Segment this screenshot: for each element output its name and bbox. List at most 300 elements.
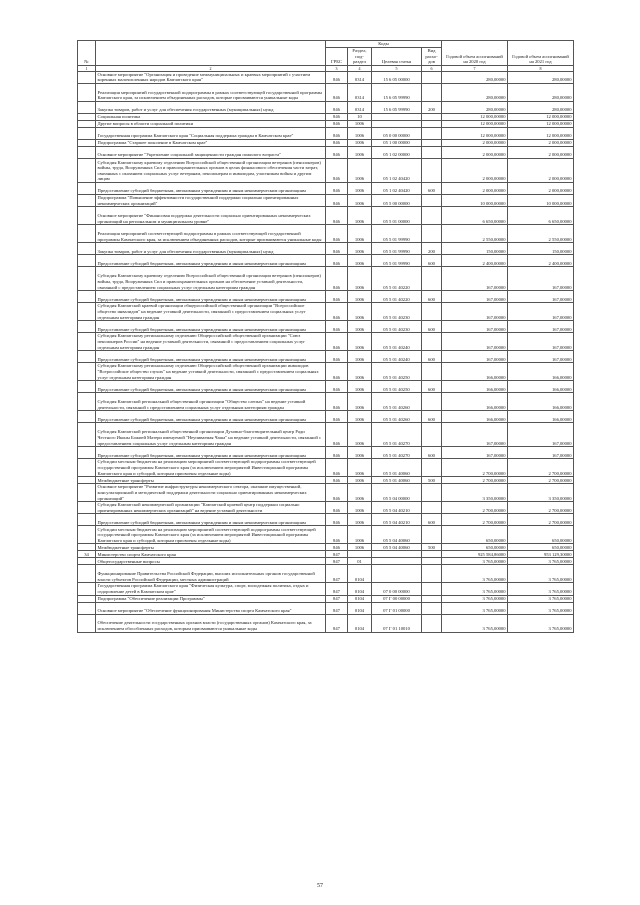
row-section-code: 1006 [348, 321, 372, 333]
table-row [78, 267, 574, 291]
row-amount-2020: 2 700,00000 [442, 514, 508, 526]
row-target-code: 07 0 00 00000 [372, 583, 422, 595]
row-name: Субсидия Камчатскому региональному отделению Общероссийской общественной организации "Союз пенсионеров России" на ведение уставной деятельности, связанной с предоставлением социальных услуг отдельным категориям граждан [96, 333, 326, 351]
row-amount-2021: 3 765,00000 [508, 614, 574, 632]
row-grbs-code: 847 [326, 551, 348, 558]
row-number [78, 120, 96, 127]
row-expense-type [422, 526, 442, 544]
table-row [78, 243, 574, 255]
header-2021: Годовой объем ассигнований на 2021 год [508, 41, 574, 66]
row-grbs-code: 846 [326, 544, 348, 551]
row-grbs-code: 846 [326, 447, 348, 459]
row-number [78, 83, 96, 101]
row-section-code: 0104 [348, 614, 372, 632]
row-target-code [372, 113, 422, 120]
row-section-code: 0314 [348, 71, 372, 83]
row-name: Субсидия Камчатскому региональному отделению Общероссийской общественной организации инвалидов "Всероссийское общество глухих" на ведение уставной деятельности, связанной с предоставлением социальных услуг отдельным категориям граждан [96, 363, 326, 381]
row-expense-type [422, 139, 442, 146]
row-target-code: 05 5 01 40260 [372, 393, 422, 411]
row-number [78, 303, 96, 321]
row-name: Предоставление субсидий бюджетным, автономным учреждениям и иным некоммерческим организациям [96, 182, 326, 194]
row-amount-2021: 2 000,00000 [508, 146, 574, 158]
table-row [78, 544, 574, 551]
table-row [78, 83, 574, 101]
row-target-code: 05 5 01 40270 [372, 423, 422, 447]
budget-table [77, 40, 574, 633]
row-expense-type [422, 333, 442, 351]
row-grbs-code: 846 [326, 393, 348, 411]
row-section-code: 1006 [348, 139, 372, 146]
row-name: Реализация мероприятий государственной подпрограммы в рамках соответствующей государственной программы Камчатского края, за исключением объединенных расходов, которые присваиваются уникальные коды [96, 83, 326, 101]
column-number: 1 [78, 65, 96, 71]
row-grbs-code: 847 [326, 602, 348, 614]
row-grbs-code: 846 [326, 514, 348, 526]
row-grbs-code: 846 [326, 146, 348, 158]
row-expense-type [422, 194, 442, 206]
row-amount-2020: 3 765,00000 [442, 558, 508, 565]
row-amount-2020: 3 350,00000 [442, 484, 508, 502]
row-amount-2021: 2 000,00000 [508, 182, 574, 194]
row-name: Основное мероприятие "Организация и проведение межмуниципальных и краевых мероприятий с участием коренных малочисленных народов Камчатского края" [96, 71, 326, 83]
row-number [78, 484, 96, 502]
row-expense-type: 200 [422, 101, 442, 113]
row-number [78, 514, 96, 526]
row-expense-type [422, 459, 442, 477]
table-row [78, 194, 574, 206]
row-grbs-code: 847 [326, 558, 348, 565]
row-grbs-code: 846 [326, 484, 348, 502]
row-target-code: 05 1 02 40420 [372, 182, 422, 194]
row-grbs-code: 846 [326, 207, 348, 225]
row-amount-2021: 3 765,00000 [508, 558, 574, 565]
row-amount-2020: 650,00000 [442, 526, 508, 544]
row-name: Предоставление субсидий бюджетным, автономным учреждениям и иным некоммерческим организациям [96, 351, 326, 363]
row-amount-2021: 2 700,00000 [508, 502, 574, 514]
row-section-code: 1006 [348, 182, 372, 194]
row-target-code: 05 5 04 40210 [372, 502, 422, 514]
row-name: Другие вопросы в области социальной политики [96, 120, 326, 127]
row-expense-type [422, 113, 442, 120]
row-expense-type [422, 127, 442, 139]
row-expense-type: 600 [422, 411, 442, 423]
row-target-code: 05 5 01 00000 [372, 207, 422, 225]
table-row [78, 158, 574, 182]
row-target-code: 07 Г 01 10010 [372, 614, 422, 632]
row-amount-2020: 2 000,00000 [442, 139, 508, 146]
row-section-code: 1006 [348, 502, 372, 514]
row-section-code: 1006 [348, 411, 372, 423]
row-number [78, 113, 96, 120]
row-number [78, 255, 96, 267]
row-grbs-code: 846 [326, 291, 348, 303]
row-target-code: 05 5 01 40220 [372, 267, 422, 291]
row-amount-2021: 6 650,00000 [508, 207, 574, 225]
row-grbs-code: 846 [326, 127, 348, 139]
row-grbs-code: 846 [326, 120, 348, 127]
row-amount-2020: 167,00000 [442, 447, 508, 459]
row-name: Субсидии местным бюджетам на реализацию мероприятий соответствующей подпрограммы соответствующей государственной программы Камчатского края (за исключением мероприятий Инвестиционной программы Камчатского края и субсидий, которым присвоены отдельные коды) [96, 526, 326, 544]
row-target-code: 15 6 05 00000 [372, 71, 422, 83]
row-amount-2020: 166,00000 [442, 381, 508, 393]
row-amount-2020: 167,00000 [442, 303, 508, 321]
row-amount-2020: 2 000,00000 [442, 146, 508, 158]
row-grbs-code: 846 [326, 477, 348, 484]
row-section-code: 1006 [348, 484, 372, 502]
row-amount-2020: 2 700,00000 [442, 502, 508, 514]
row-expense-type: 600 [422, 255, 442, 267]
row-amount-2021: 166,00000 [508, 363, 574, 381]
row-target-code: 05 5 04 40060 [372, 544, 422, 551]
row-section-code: 1006 [348, 514, 372, 526]
row-expense-type [422, 393, 442, 411]
table-row [78, 127, 574, 139]
row-grbs-code: 846 [326, 363, 348, 381]
row-amount-2020: 2 000,00000 [442, 182, 508, 194]
row-amount-2021: 167,00000 [508, 423, 574, 447]
row-expense-type: 200 [422, 243, 442, 255]
row-number [78, 139, 96, 146]
row-target-code [372, 120, 422, 127]
row-target-code: 05 5 01 40240 [372, 333, 422, 351]
row-target-code: 05 5 01 40060 [372, 477, 422, 484]
row-target-code: 05 5 01 40220 [372, 291, 422, 303]
row-amount-2020: 167,00000 [442, 291, 508, 303]
row-amount-2021: 167,00000 [508, 303, 574, 321]
row-target-code: 05 5 00 00000 [372, 194, 422, 206]
row-target-code: 05 5 01 40060 [372, 459, 422, 477]
row-grbs-code: 846 [326, 423, 348, 447]
row-expense-type [422, 158, 442, 182]
row-amount-2020: 3 765,00000 [442, 595, 508, 602]
row-amount-2020: 3 765,00000 [442, 565, 508, 583]
row-section-code: 1006 [348, 447, 372, 459]
row-amount-2020: 650,00000 [442, 544, 508, 551]
row-grbs-code: 847 [326, 595, 348, 602]
row-name: Предоставление субсидий бюджетным, автономным учреждениям и иным некоммерческим организациям [96, 514, 326, 526]
row-number [78, 71, 96, 83]
row-amount-2020: 2 000,00000 [442, 158, 508, 182]
row-amount-2020: 2 550,00000 [442, 225, 508, 243]
row-amount-2020: 3 765,00000 [442, 583, 508, 595]
table-row [78, 225, 574, 243]
row-name: Закупка товаров, работ и услуг для обеспечения государственных (муниципальных) нужд [96, 243, 326, 255]
row-grbs-code: 846 [326, 255, 348, 267]
row-amount-2020: 280,00000 [442, 101, 508, 113]
row-section-code: 1006 [348, 351, 372, 363]
row-expense-type [422, 363, 442, 381]
row-name: Подпрограмма "Обеспечение реализации Программы" [96, 595, 326, 602]
row-section-code: 1006 [348, 243, 372, 255]
row-amount-2020: 167,00000 [442, 423, 508, 447]
row-amount-2020: 12 000,00000 [442, 120, 508, 127]
column-number: 8 [508, 65, 574, 71]
row-grbs-code: 846 [326, 333, 348, 351]
row-number [78, 101, 96, 113]
row-amount-2021: 167,00000 [508, 351, 574, 363]
row-number [78, 558, 96, 565]
table-row [78, 477, 574, 484]
row-name: Субсидия Камчатскому краевому отделению Всероссийской общественной организации ветеранов (пенсионеров) войны, труда, Вооруженных Сил и правоохранительных органов в целях финансового обеспечения части затрат, связанных с оказанием социальных услуг ветеранам, пенсионерам и инвалидам, участникам войны и другим лицам [96, 158, 326, 182]
column-number: 2 [96, 65, 326, 71]
row-amount-2020: 12 000,00000 [442, 127, 508, 139]
header-codes-group: Коды [326, 41, 442, 48]
row-number [78, 477, 96, 484]
row-expense-type [422, 207, 442, 225]
row-expense-type [422, 551, 442, 558]
row-number [78, 146, 96, 158]
row-section-code: 1006 [348, 363, 372, 381]
table-row [78, 146, 574, 158]
row-expense-type [422, 423, 442, 447]
row-number [78, 411, 96, 423]
row-amount-2021: 167,00000 [508, 321, 574, 333]
row-name: Межбюджетные трансферты [96, 544, 326, 551]
row-target-code: 05 1 00 00000 [372, 139, 422, 146]
row-section-code: 1006 [348, 477, 372, 484]
row-section-code: 1006 [348, 158, 372, 182]
row-grbs-code: 846 [326, 411, 348, 423]
row-name: Субсидия Камчатскому краевому отделению Всероссийской общественной организации ветеранов (пенсионеров) войны, труда, Вооруженных Сил и правоохранительных органов на обеспечение уставной деятельности, связанной с предоставлением социальных услуг отдельным категориям граждан [96, 267, 326, 291]
row-amount-2021: 12 000,00000 [508, 113, 574, 120]
row-section-code: 1006 [348, 393, 372, 411]
row-number [78, 565, 96, 583]
table-row [78, 602, 574, 614]
row-amount-2021: 167,00000 [508, 333, 574, 351]
row-grbs-code: 846 [326, 381, 348, 393]
row-number [78, 526, 96, 544]
row-amount-2021: 280,00000 [508, 101, 574, 113]
table-row [78, 207, 574, 225]
row-grbs-code: 846 [326, 182, 348, 194]
row-amount-2021: 167,00000 [508, 291, 574, 303]
row-name: Реализация мероприятий соответствующей подпрограммы в рамках соответствующей государственной программы Камчатского края, за исключением объединенных расходов, которые присваиваются уникальные коды [96, 225, 326, 243]
row-number [78, 381, 96, 393]
header-2020: Годовой объем ассигнований на 2020 год [442, 41, 508, 66]
row-section-code: 1006 [348, 146, 372, 158]
row-expense-type: 600 [422, 514, 442, 526]
row-target-code: 05 5 01 99990 [372, 255, 422, 267]
row-expense-type: 500 [422, 477, 442, 484]
column-number: 7 [442, 65, 508, 71]
row-amount-2021: 166,00000 [508, 393, 574, 411]
row-grbs-code: 846 [326, 351, 348, 363]
row-target-code: 15 6 05 99990 [372, 101, 422, 113]
table-row [78, 139, 574, 146]
row-number [78, 544, 96, 551]
row-amount-2020: 166,00000 [442, 393, 508, 411]
row-target-code: 05 1 02 40420 [372, 158, 422, 182]
row-name: Государственная программа Камчатского края "Социальная поддержка граждан в Камчатском крае" [96, 127, 326, 139]
row-target-code [372, 565, 422, 583]
row-target-code: 07 Г 00 00000 [372, 595, 422, 602]
row-name: Функционирование Правительства Российской Федерации, высших исполнительных органов государственной власти субъектов Российской Федерации, местных администраций [96, 565, 326, 583]
row-grbs-code: 846 [326, 243, 348, 255]
row-number [78, 602, 96, 614]
row-section-code: 1006 [348, 526, 372, 544]
page-number: 57 [317, 883, 323, 889]
row-grbs-code: 846 [326, 113, 348, 120]
row-amount-2021: 12 000,00000 [508, 120, 574, 127]
row-section-code: 01 [348, 558, 372, 565]
row-grbs-code: 846 [326, 83, 348, 101]
row-number [78, 502, 96, 514]
row-name: Социальная политика [96, 113, 326, 120]
row-amount-2020: 167,00000 [442, 267, 508, 291]
row-expense-type [422, 225, 442, 243]
table-row [78, 120, 574, 127]
row-target-code: 05 5 04 40060 [372, 526, 422, 544]
row-number [78, 207, 96, 225]
row-amount-2021: 167,00000 [508, 447, 574, 459]
row-name: Предоставление субсидий бюджетным, автономным учреждениям и иным некоммерческим организациям [96, 291, 326, 303]
row-name: Субсидия Камчатской некоммерческой организации "Камчатский краевой центр поддержки социально ориентированных некоммерческих организаций" на ведение уставной деятельности [96, 502, 326, 514]
row-expense-type [422, 565, 442, 583]
row-number [78, 363, 96, 381]
table-row [78, 614, 574, 632]
table-row [78, 101, 574, 113]
row-amount-2020: 3 765,00000 [442, 614, 508, 632]
row-target-code: 05 5 01 40240 [372, 351, 422, 363]
row-number [78, 459, 96, 477]
row-amount-2020: 12 000,00000 [442, 113, 508, 120]
row-number [78, 158, 96, 182]
row-amount-2021: 650,00000 [508, 544, 574, 551]
row-name: Предоставление субсидий бюджетным, автономным учреждениям и иным некоммерческим организациям [96, 447, 326, 459]
table-row [78, 583, 574, 595]
row-section-code: 1006 [348, 544, 372, 551]
row-target-code: 05 5 01 40230 [372, 303, 422, 321]
row-section-code: 1006 [348, 291, 372, 303]
row-expense-type: 600 [422, 182, 442, 194]
row-grbs-code: 846 [326, 139, 348, 146]
row-name: Предоставление субсидий бюджетным, автономным учреждениям и иным некоммерческим организациям [96, 411, 326, 423]
row-expense-type: 600 [422, 447, 442, 459]
row-grbs-code: 846 [326, 502, 348, 514]
row-name: Подпрограмма "Повышение эффективности государственной поддержки социально ориентированных некоммерческих организаций" [96, 194, 326, 206]
table-row [78, 351, 574, 363]
row-amount-2021: 10 000,00000 [508, 194, 574, 206]
row-expense-type [422, 558, 442, 565]
row-amount-2021: 166,00000 [508, 411, 574, 423]
row-grbs-code: 847 [326, 614, 348, 632]
row-amount-2020: 2 700,00000 [442, 477, 508, 484]
table-row [78, 393, 574, 411]
row-expense-type [422, 614, 442, 632]
header-vid: Вид расхо-дов [422, 48, 442, 66]
row-section-code: 1006 [348, 423, 372, 447]
row-expense-type: 600 [422, 291, 442, 303]
row-expense-type: 600 [422, 381, 442, 393]
row-grbs-code: 846 [326, 267, 348, 291]
row-amount-2021: 2 700,00000 [508, 477, 574, 484]
table-row [78, 182, 574, 194]
row-amount-2020: 3 765,00000 [442, 602, 508, 614]
table-header [78, 41, 574, 72]
header-num: № [78, 41, 96, 66]
table-row [78, 565, 574, 583]
row-grbs-code: 846 [326, 101, 348, 113]
row-amount-2020: 167,00000 [442, 321, 508, 333]
row-name: Основное мероприятие "Укрепление социальной защищенности граждан пожилого возраста" [96, 146, 326, 158]
row-number [78, 447, 96, 459]
row-grbs-code: 846 [326, 71, 348, 83]
row-grbs-code: 847 [326, 565, 348, 583]
table-row [78, 459, 574, 477]
table-row [78, 333, 574, 351]
row-target-code: 05 1 02 00000 [372, 146, 422, 158]
row-section-code: 0314 [348, 83, 372, 101]
row-number: 34 [78, 551, 96, 558]
row-section-code: 1006 [348, 120, 372, 127]
row-expense-type [422, 484, 442, 502]
header-target: Целевая статья [372, 48, 422, 66]
header-grbs: ГРБС [326, 48, 348, 66]
row-target-code: 07 Г 01 00000 [372, 602, 422, 614]
row-section-code: 10 [348, 113, 372, 120]
row-name: Обеспечение деятельности государственных органов власти (государственных органов) Камчатского края, за исключением обособленных расходов, которым присваиваются уникальные коды [96, 614, 326, 632]
row-section-code: 0314 [348, 101, 372, 113]
row-number [78, 333, 96, 351]
table-row [78, 526, 574, 544]
row-target-code: 05 0 00 00000 [372, 127, 422, 139]
row-number [78, 614, 96, 632]
row-amount-2021: 166,00000 [508, 381, 574, 393]
row-amount-2020: 150,00000 [442, 243, 508, 255]
row-target-code: 05 5 01 99990 [372, 225, 422, 243]
row-section-code: 1006 [348, 333, 372, 351]
table-body [78, 71, 574, 632]
row-amount-2021: 2 700,00000 [508, 514, 574, 526]
row-expense-type [422, 146, 442, 158]
row-amount-2021: 2 000,00000 [508, 139, 574, 146]
table-row [78, 423, 574, 447]
row-section-code: 1006 [348, 267, 372, 291]
table-row [78, 381, 574, 393]
row-target-code [372, 558, 422, 565]
row-number [78, 194, 96, 206]
row-name: Министерство спорта Камчатского края [96, 551, 326, 558]
table-row [78, 255, 574, 267]
row-name: Основное мероприятие "Развитие инфраструктуры некоммерческого сектора, оказание имущественной, консультационной и методической поддержки деятельности социально ориентированных некоммерческих организаций" [96, 484, 326, 502]
table-row [78, 363, 574, 381]
row-number [78, 243, 96, 255]
row-number [78, 393, 96, 411]
row-target-code: 05 5 01 99990 [372, 243, 422, 255]
row-expense-type [422, 595, 442, 602]
row-name: Государственная программа Камчатского края "Физическая культура, спорт, молодежная политика, отдых и оздоровление детей в Камчатском крае" [96, 583, 326, 595]
row-target-code: 15 6 05 99990 [372, 83, 422, 101]
row-expense-type [422, 267, 442, 291]
row-amount-2021: 953 129,30000 [508, 551, 574, 558]
table-row [78, 321, 574, 333]
column-number: 4 [348, 65, 372, 71]
row-section-code: 1006 [348, 303, 372, 321]
header-section: Раздел, под-раздел [348, 48, 372, 66]
row-number [78, 267, 96, 291]
row-number [78, 127, 96, 139]
table-row [78, 484, 574, 502]
column-number: 6 [422, 65, 442, 71]
row-amount-2020: 167,00000 [442, 333, 508, 351]
row-amount-2021: 2 700,00000 [508, 459, 574, 477]
row-section-code: 1006 [348, 459, 372, 477]
row-name: Предоставление субсидий бюджетным, автономным учреждениям и иным некоммерческим организациям [96, 381, 326, 393]
row-amount-2020: 6 650,00000 [442, 207, 508, 225]
table-row [78, 113, 574, 120]
row-grbs-code: 846 [326, 459, 348, 477]
row-amount-2021: 3 765,00000 [508, 583, 574, 595]
row-amount-2021: 3 765,00000 [508, 565, 574, 583]
